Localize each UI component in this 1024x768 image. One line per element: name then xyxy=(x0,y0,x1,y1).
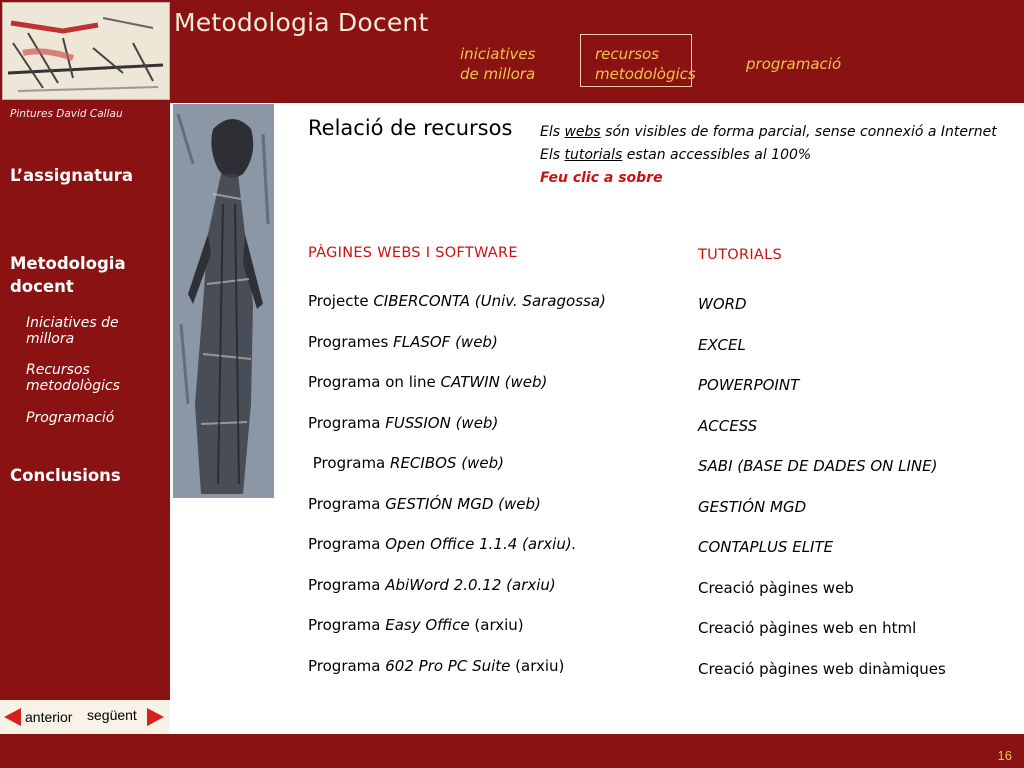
tutorial-name: GESTIÓN MGD xyxy=(698,497,807,516)
resource-link[interactable] xyxy=(308,495,541,513)
resource-label: Programes xyxy=(308,332,394,351)
tab-programacio[interactable] xyxy=(746,54,841,74)
sidebar-item-label: millora xyxy=(26,331,75,347)
sidebar-item-conclusions[interactable]: Conclusions xyxy=(10,466,121,485)
sidebar-subitem-programacio[interactable]: Programació xyxy=(26,410,115,426)
tutorial-link[interactable] xyxy=(698,457,938,475)
resource-link[interactable] xyxy=(308,414,498,432)
tutorial-name: ACCESS xyxy=(698,416,758,435)
sidebar-item-label: docent xyxy=(10,277,74,296)
tutorial-link[interactable] xyxy=(698,660,946,678)
resource-name: CATWIN (web) xyxy=(440,373,548,391)
sidebar xyxy=(0,103,170,768)
tutorial-link[interactable] xyxy=(698,336,746,354)
tab-label: recursos xyxy=(595,45,660,63)
resource-name: 602 Pro PC Suite xyxy=(385,656,511,675)
tutorial-link[interactable] xyxy=(698,498,806,516)
section-heading: Relació de recursos xyxy=(308,116,513,140)
next-button[interactable]: següent xyxy=(87,707,137,723)
sidebar-subitem-recursos[interactable] xyxy=(26,362,120,394)
arrow-left-icon[interactable] xyxy=(4,708,21,726)
tutorial-name: SABI (BASE DE DADES ON LINE) xyxy=(698,457,938,475)
sidebar-item-label: Metodologia xyxy=(10,254,126,273)
slide-navigation xyxy=(0,700,170,734)
tutorial-name: Creació pàgines web xyxy=(698,578,854,597)
resource-link[interactable] xyxy=(308,292,606,310)
resource-label: Programa xyxy=(308,535,386,553)
note-text: Els xyxy=(540,124,565,140)
arrow-right-icon[interactable] xyxy=(147,708,164,726)
sidebar-item-label: Recursos xyxy=(26,362,90,378)
page-title: Metodologia Docent xyxy=(174,8,429,37)
tab-recursos-metodologics[interactable] xyxy=(580,34,696,87)
tutorial-link[interactable] xyxy=(698,295,747,313)
tutorial-link[interactable] xyxy=(698,538,833,556)
note-tutorials xyxy=(540,147,811,163)
tutorial-name: WORD xyxy=(698,295,747,313)
tab-label: iniciatives xyxy=(460,45,536,63)
page-number: 16 xyxy=(997,748,1012,763)
resource-label: (arxiu) xyxy=(510,656,565,675)
resource-label: Programa xyxy=(308,413,386,432)
tutorial-name: POWERPOINT xyxy=(698,376,800,394)
tutorial-link[interactable] xyxy=(698,579,854,597)
header-bar xyxy=(0,0,1024,103)
note-webs xyxy=(540,124,997,140)
resource-label: Programa on line xyxy=(308,373,441,391)
resource-name: CIBERCONTA (Univ. Saragossa) xyxy=(373,292,606,310)
resource-label: Projecte xyxy=(308,292,374,310)
tutorial-name: Creació pàgines web dinàmiques xyxy=(698,659,946,678)
resource-link[interactable] xyxy=(308,333,498,351)
resource-label: Programa xyxy=(308,656,386,675)
footer-bar xyxy=(0,734,1024,768)
note-text: estan accessibles al 100% xyxy=(622,147,812,163)
resource-label: (arxiu) xyxy=(469,616,524,634)
painting-figure xyxy=(173,104,274,498)
resource-name: GESTIÓN MGD (web) xyxy=(385,494,541,513)
column-heading-tutorials: TUTORIALS xyxy=(698,247,782,263)
resource-link[interactable] xyxy=(308,373,547,391)
tutorial-name: CONTAPLUS ELITE xyxy=(698,538,834,556)
resource-link[interactable] xyxy=(308,576,556,594)
tutorial-link[interactable] xyxy=(698,376,799,394)
column-heading-webs-software: PÀGINES WEBS I SOFTWARE xyxy=(308,245,518,261)
resource-link[interactable] xyxy=(308,535,576,553)
resource-link[interactable] xyxy=(308,616,524,634)
resource-name: RECIBOS (web) xyxy=(390,454,504,472)
tab-label: metodològics xyxy=(595,65,696,83)
resource-label: Programa xyxy=(308,494,386,513)
painting-thumbnail xyxy=(2,2,170,100)
click-instruction: Feu clic a sobre xyxy=(540,170,663,186)
tutorial-name: Creació pàgines web en html xyxy=(698,619,917,637)
tab-label: programació xyxy=(746,55,842,73)
resource-name: Easy Office xyxy=(385,616,470,634)
resource-link[interactable] xyxy=(308,454,504,472)
resource-name: Open Office 1.1.4 (arxiu). xyxy=(385,535,577,553)
resource-label: Programa xyxy=(308,575,386,594)
tutorials-link[interactable]: tutorials xyxy=(564,147,623,163)
resource-name: AbiWord 2.0.12 (arxiu) xyxy=(385,575,556,594)
tutorial-name: EXCEL xyxy=(698,335,746,354)
tutorial-link[interactable] xyxy=(698,619,916,637)
sidebar-subitem-iniciatives[interactable] xyxy=(26,315,119,347)
note-text: Els xyxy=(540,147,565,163)
tutorial-link[interactable] xyxy=(698,417,757,435)
resource-name: FLASOF (web) xyxy=(393,332,498,351)
note-text: són visibles de forma parcial, sense connexió a Internet xyxy=(600,124,997,140)
tab-iniciatives-millora[interactable] xyxy=(460,44,535,84)
sidebar-item-label: Iniciatives de xyxy=(26,315,119,331)
resource-label: Programa xyxy=(308,616,386,634)
sidebar-item-assignatura[interactable]: L’assignatura xyxy=(10,166,134,185)
painting-credit: Pintures David Callau xyxy=(10,108,123,120)
sidebar-item-metodologia-docent[interactable] xyxy=(10,252,126,298)
sidebar-item-label: metodològics xyxy=(26,378,120,394)
previous-button[interactable]: anterior xyxy=(25,709,73,725)
resource-label: Programa xyxy=(308,454,391,472)
resource-name: FUSSION (web) xyxy=(385,413,499,432)
webs-link[interactable]: webs xyxy=(564,124,601,140)
resource-link[interactable] xyxy=(308,657,564,675)
tab-label: de millora xyxy=(460,65,536,83)
